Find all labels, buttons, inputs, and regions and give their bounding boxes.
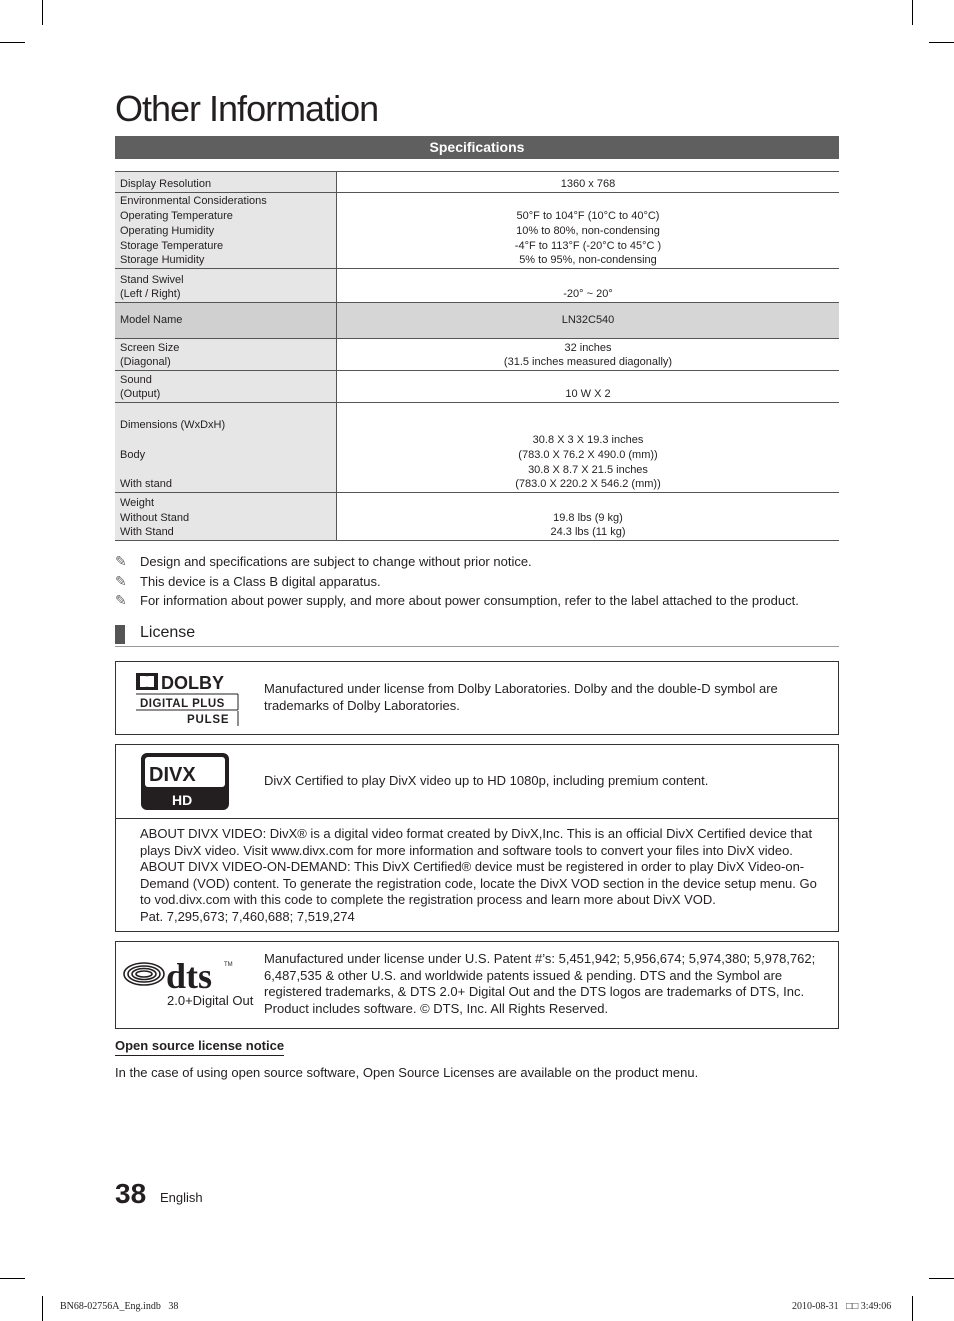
spec-label: Sound (Output) [115,371,337,403]
svg-text:dts: dts [166,956,213,996]
svg-text:2.0+Digital Out: 2.0+Digital Out [167,993,254,1008]
divider [115,818,839,819]
crop-mark [912,0,913,25]
spec-row [115,493,839,541]
spec-value: 32 inches (31.5 inches measured diagonally) [337,339,840,371]
spec-value: 19.8 lbs (9 kg) 24.3 lbs (11 kg) [337,493,840,541]
spec-row [115,303,839,339]
spec-value: 1360 x 768 [337,172,840,193]
crop-mark [0,1278,25,1279]
license-heading: License [115,623,839,647]
print-timestamp: 2010-08-31 □□ 3:49:06 [792,1301,892,1312]
page-title: Other Information [115,88,379,129]
dolby-license-text: Manufactured under license from Dolby Laboratories. Dolby and the double-D symbol are trademarks of Dolby Laboratories. [264,681,778,713]
section-marker [115,625,125,644]
specifications-header: Specifications [115,136,839,159]
dts-license-box [115,941,839,1029]
spec-label: Weight Without Stand With Stand [115,493,337,541]
note-item: ✎ This device is a Class B digital apparatus. [115,572,799,592]
crop-mark [912,1296,913,1321]
svg-text:PULSE: PULSE [187,714,230,726]
spec-label: Dimensions (WxDxH) Body With stand [115,403,337,493]
specifications-table [115,171,839,541]
page-number: 38 [115,1178,147,1209]
spec-row [115,193,839,269]
spec-row [115,339,839,371]
note-item: ✎ Design and specifications are subject to change without prior notice. [115,552,799,572]
spec-value: LN32C540 [337,303,840,339]
dolby-logo [134,671,242,729]
svg-text:TM: TM [224,962,233,968]
spec-label: Stand Swivel (Left / Right) [115,269,337,303]
pencil-icon: ✎ [115,553,127,569]
crop-mark [929,1278,954,1279]
pencil-icon: ✎ [115,572,127,589]
svg-text:HD: HD [172,792,193,808]
open-source-title: Open source license notice [115,1038,284,1056]
crop-mark [42,1296,43,1321]
spec-row [115,371,839,403]
spec-row [115,403,839,493]
spec-label: Environmental Considerations Operating Temperature Operating Humidity Storage Temperature Storage Humidity [115,193,337,269]
spec-row [115,269,839,303]
spec-label: Screen Size (Diagonal) [115,339,337,371]
spec-label: Model Name [115,303,337,339]
dts-logo [122,956,256,1012]
divx-logo [140,752,230,812]
dts-license-text: Manufactured under license under U.S. Patent #’s: 5,451,942; 5,956,674; 5,974,380; 5,978,762; 6,487,535 & other U.S. and worldwide patents issued & pending. DTS and the Symbol are registered trademarks, & DTS 2.0+ Digital Out and the DTS logos are trademarks of DTS, Inc. Product includes software. © DTS, Inc. All Rights Reserved. [264,951,816,1016]
svg-text:DIGITAL PLUS: DIGITAL PLUS [140,698,225,710]
crop-mark [0,42,25,43]
svg-text:DOLBY: DOLBY [161,673,224,693]
spec-row [115,172,839,193]
pencil-icon: ✎ [115,592,127,608]
divx-about-text: ABOUT DIVX VIDEO: DivX® is a digital video format created by DivX,Inc. This is an official DivX Certified device that plays DivX video. Visit www.divx.com for more information and software tools to convert your files into DivX video. ABOUT DIVX VIDEO-ON-DEMAND: This DivX Certified® device must be registered in order to play DivX Video-on-Demand (VOD) content. To generate the registration code, locate the DivX VOD section in the device setup menu. Go to vod.divx.com with this code to complete the registration process and learn more about DivX VOD. Pat. 7,295,673; 7,460,688; 7,519,274 [140,826,817,924]
spec-value: 30.8 X 3 X 19.3 inches (783.0 X 76.2 X 490.0 (mm)) 30.8 X 8.7 X 21.5 inches (783.0 X 220.2 X 546.2 (mm)) [337,403,840,493]
open-source-text: In the case of using open source software, Open Source Licenses are available on the product menu. [115,1065,699,1080]
crop-mark [42,0,43,25]
spec-value: 50°F to 104°F (10°C to 40°C) 10% to 80%, non-condensing -4°F to 113°F (-20°C to 45°C ) 5% to 95%, non-condensing [337,193,840,269]
spec-label: Display Resolution [115,172,337,193]
spec-value: -20° ~ 20° [337,269,840,303]
svg-text:DIVX: DIVX [149,764,196,786]
page-language: English [160,1190,203,1205]
file-info: BN68-02756A_Eng.indb 38 [60,1301,179,1312]
note-item: ✎ For information about power supply, and more about power consumption, refer to the label attached to the product. [115,591,799,611]
spec-value: 10 W X 2 [337,371,840,403]
dolby-license-box [115,661,839,735]
crop-mark [929,42,954,43]
notes [115,552,799,611]
divx-license-text: DivX Certified to play DivX video up to HD 1080p, including premium content. [264,773,709,788]
